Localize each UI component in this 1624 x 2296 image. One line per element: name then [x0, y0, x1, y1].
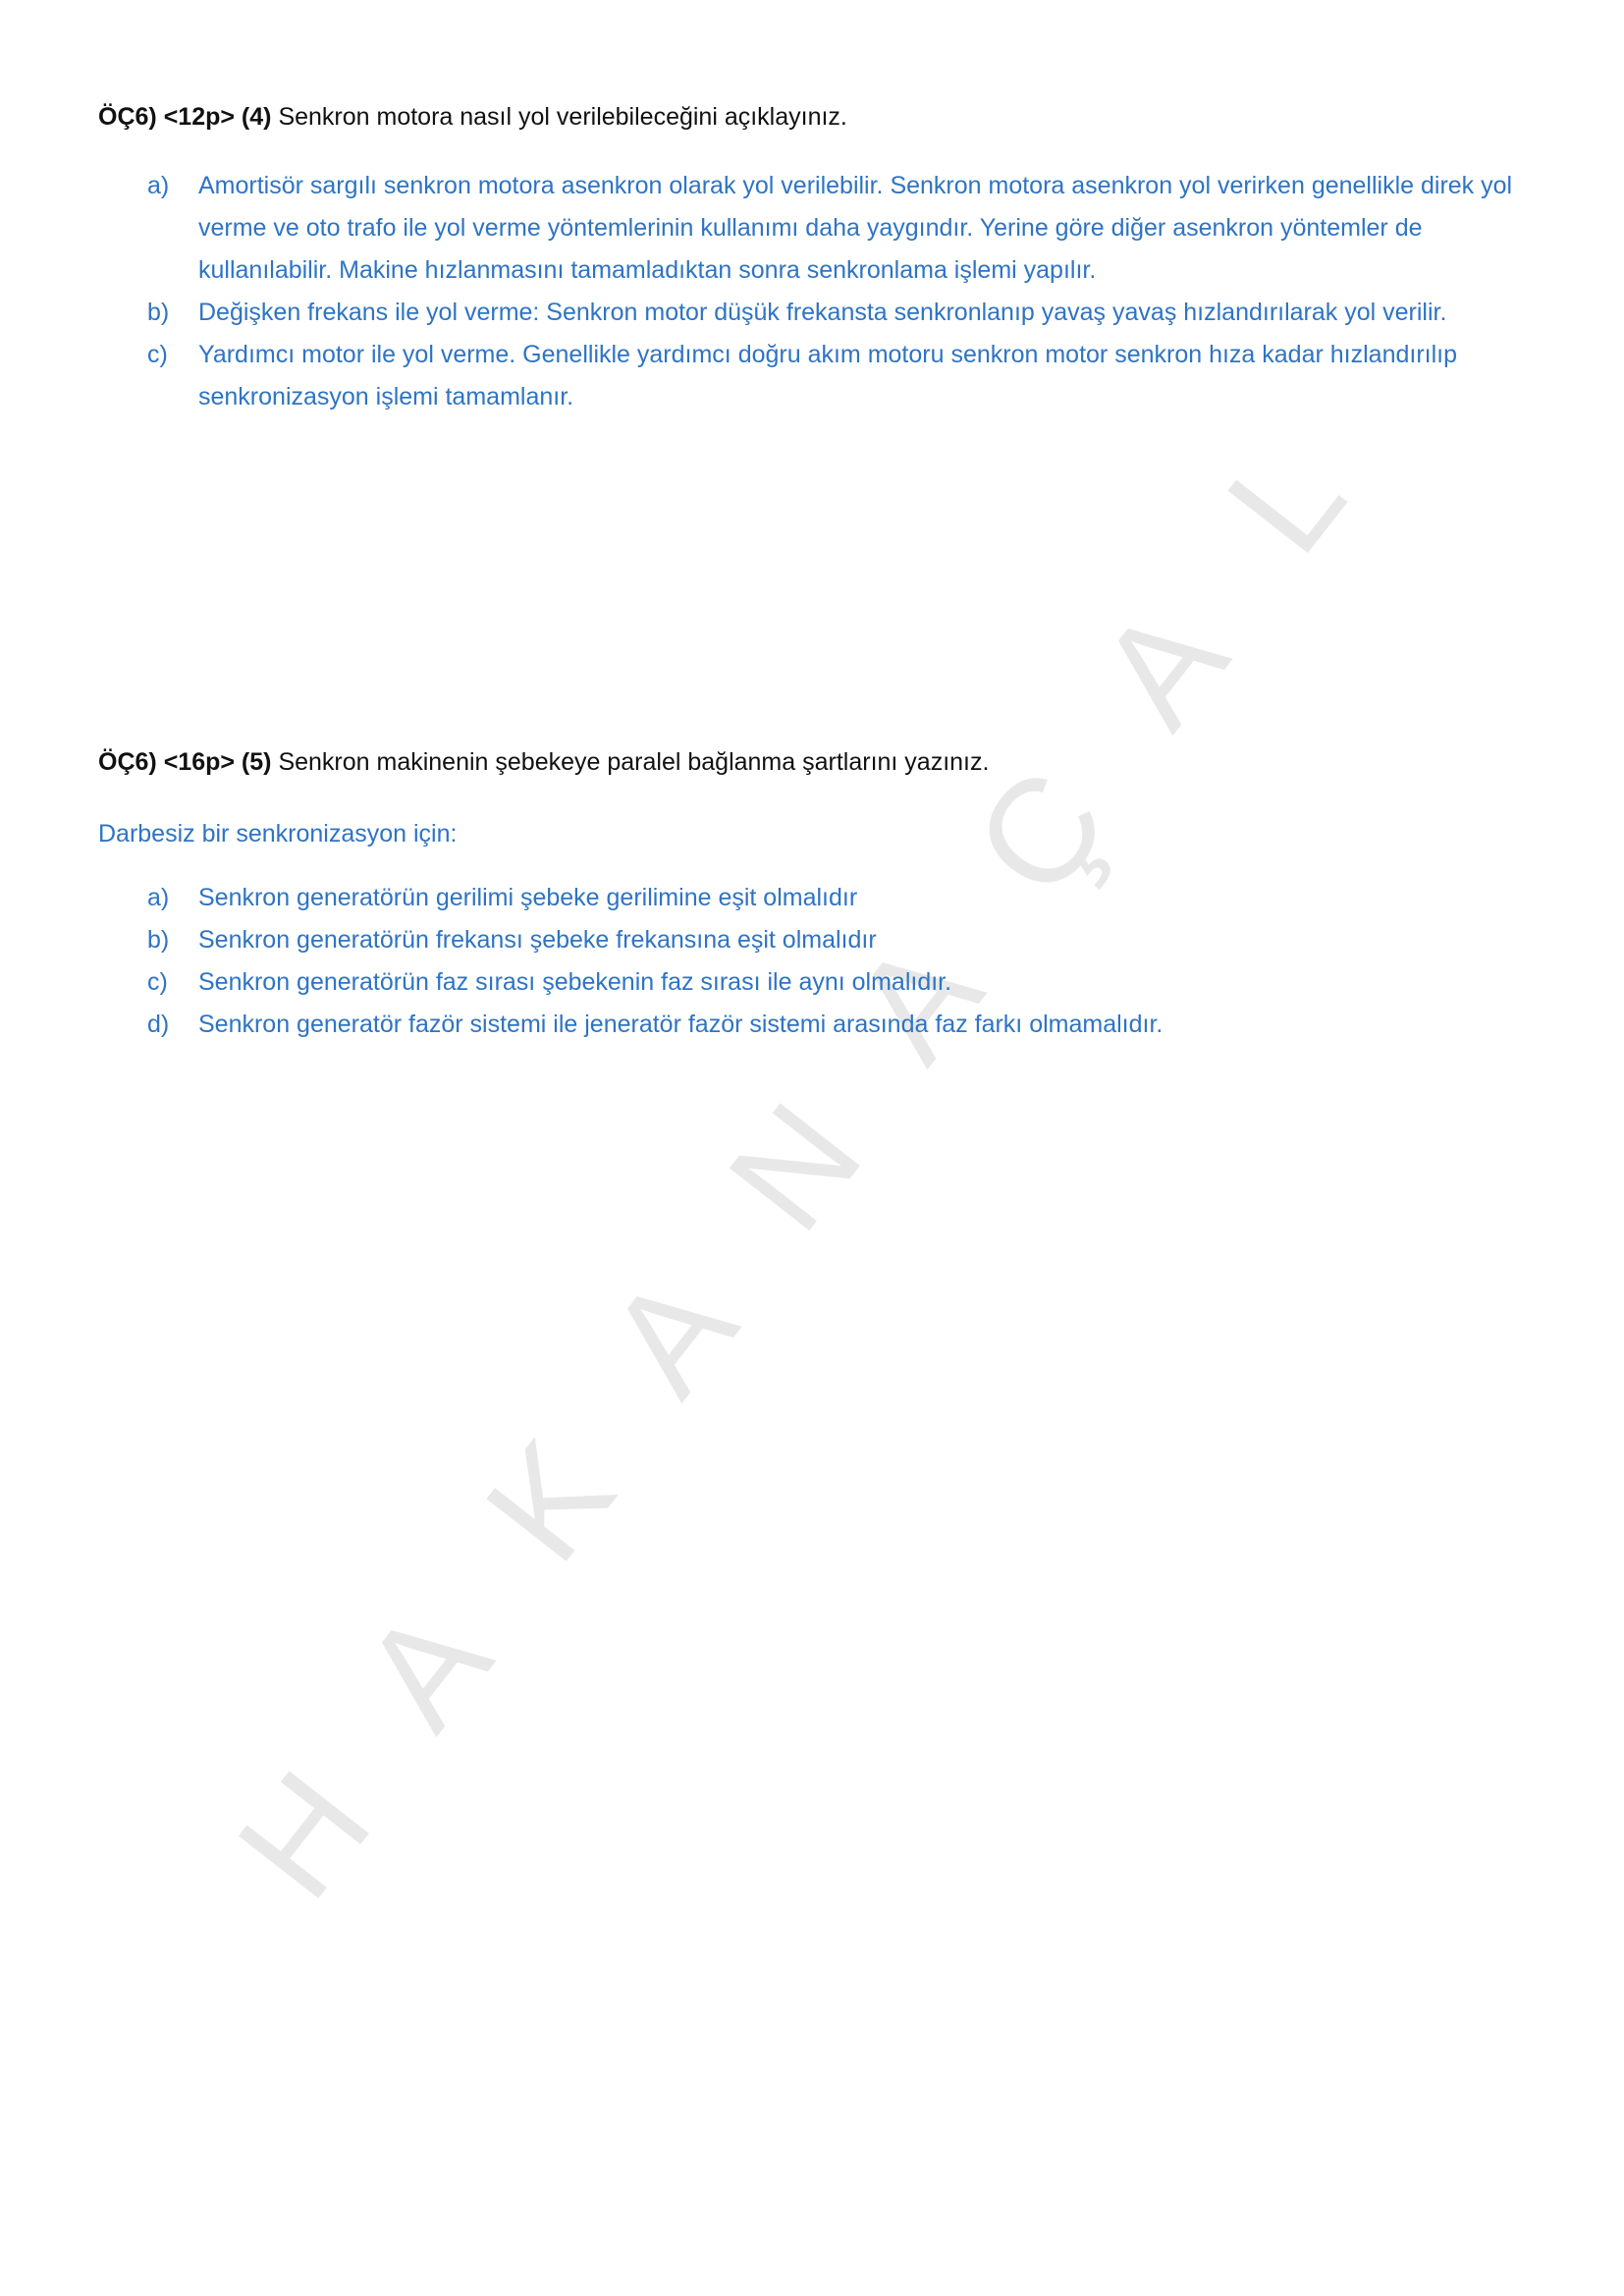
- answer-text: Amortisör sargılı senkron motora asenkron olarak yol verilebilir. Senkron motora asenkron yol verirken genellikle direk yol verme ve oto trafo ile yol verme yöntemlerinin kullanımı daha yaygındır. Yerine göre diğer asenkron yöntemler de kullanılabilir. Makine hızlanmasını tamamladıktan sonra senkronlama işlemi yapılır.: [198, 172, 1513, 284]
- answer-item: [98, 292, 1532, 334]
- watermark-letter: H: [205, 1741, 402, 1928]
- watermark-letter: A: [576, 1243, 768, 1424]
- answer-item: [98, 919, 1532, 961]
- answer-intro: Darbesiz bir senkronizasyon için:: [98, 820, 458, 847]
- answer-text: Değişken frekans ile yol verme: Senkron motor düşük frekansta senkronlanıp yavaş yavaş hızlandırılarak yol verilir.: [198, 299, 1447, 326]
- question-1-answers: [98, 165, 1532, 418]
- answer-marker: d): [147, 1011, 170, 1038]
- watermark-letter: N: [696, 1073, 893, 1260]
- question-text: Senkron makinenin şebekeye paralel bağlanma şartlarını yazınız.: [278, 748, 990, 776]
- question-points: <12p>: [163, 103, 235, 131]
- question-number: (5): [241, 748, 272, 776]
- question-2-answers: [98, 877, 1532, 1046]
- answer-marker: c): [147, 968, 168, 996]
- question-code: ÖÇ6): [98, 748, 157, 776]
- watermark: [20, 118, 1604, 2278]
- answer-item: [98, 877, 1532, 919]
- answer-item: [98, 165, 1532, 292]
- watermark-letter: Ç: [942, 739, 1138, 926]
- watermark-letter: A: [822, 909, 1013, 1090]
- watermark-graphic: [20, 118, 1604, 2278]
- question-points: <16p>: [163, 748, 235, 776]
- answer-marker: c): [147, 341, 168, 368]
- answer-item: [98, 334, 1532, 418]
- watermark-letter: A: [1067, 575, 1259, 756]
- answer-item: [98, 961, 1532, 1004]
- question-2: [98, 741, 989, 783]
- answer-text: Yardımcı motor ile yol verme. Genellikle yardımcı doğru akım motoru senkron motor senkron hıza kadar hızlandırılıp senkronizasyon işlemi tamamlanır.: [198, 341, 1457, 410]
- answer-text: Senkron generatör fazör sistemi ile jeneratör fazör sistemi arasında faz farkı olmamalıdır.: [198, 1011, 1164, 1038]
- answer-item: [98, 1004, 1532, 1046]
- answer-marker: b): [147, 299, 170, 326]
- watermark-letter: L: [1195, 415, 1376, 582]
- answer-text: Senkron generatörün frekansı şebeke frekansına eşit olmalıdır: [198, 926, 877, 954]
- question-code: ÖÇ6): [98, 103, 157, 131]
- question-1: [98, 96, 847, 137]
- answer-marker: b): [147, 926, 170, 954]
- answer-marker: a): [147, 884, 170, 911]
- watermark-letter: K: [454, 1410, 645, 1591]
- question-number: (4): [241, 103, 272, 131]
- answer-text: Senkron generatörün gerilimi şebeke gerilimine eşit olmalıdır: [198, 884, 858, 911]
- answer-marker: a): [147, 172, 170, 199]
- watermark-letter: A: [331, 1577, 522, 1758]
- answer-text: Senkron generatörün faz sırası şebekenin faz sırası ile aynı olmalıdır.: [198, 968, 952, 996]
- question-text: Senkron motora nasıl yol verilebileceğini açıklayınız.: [278, 103, 847, 131]
